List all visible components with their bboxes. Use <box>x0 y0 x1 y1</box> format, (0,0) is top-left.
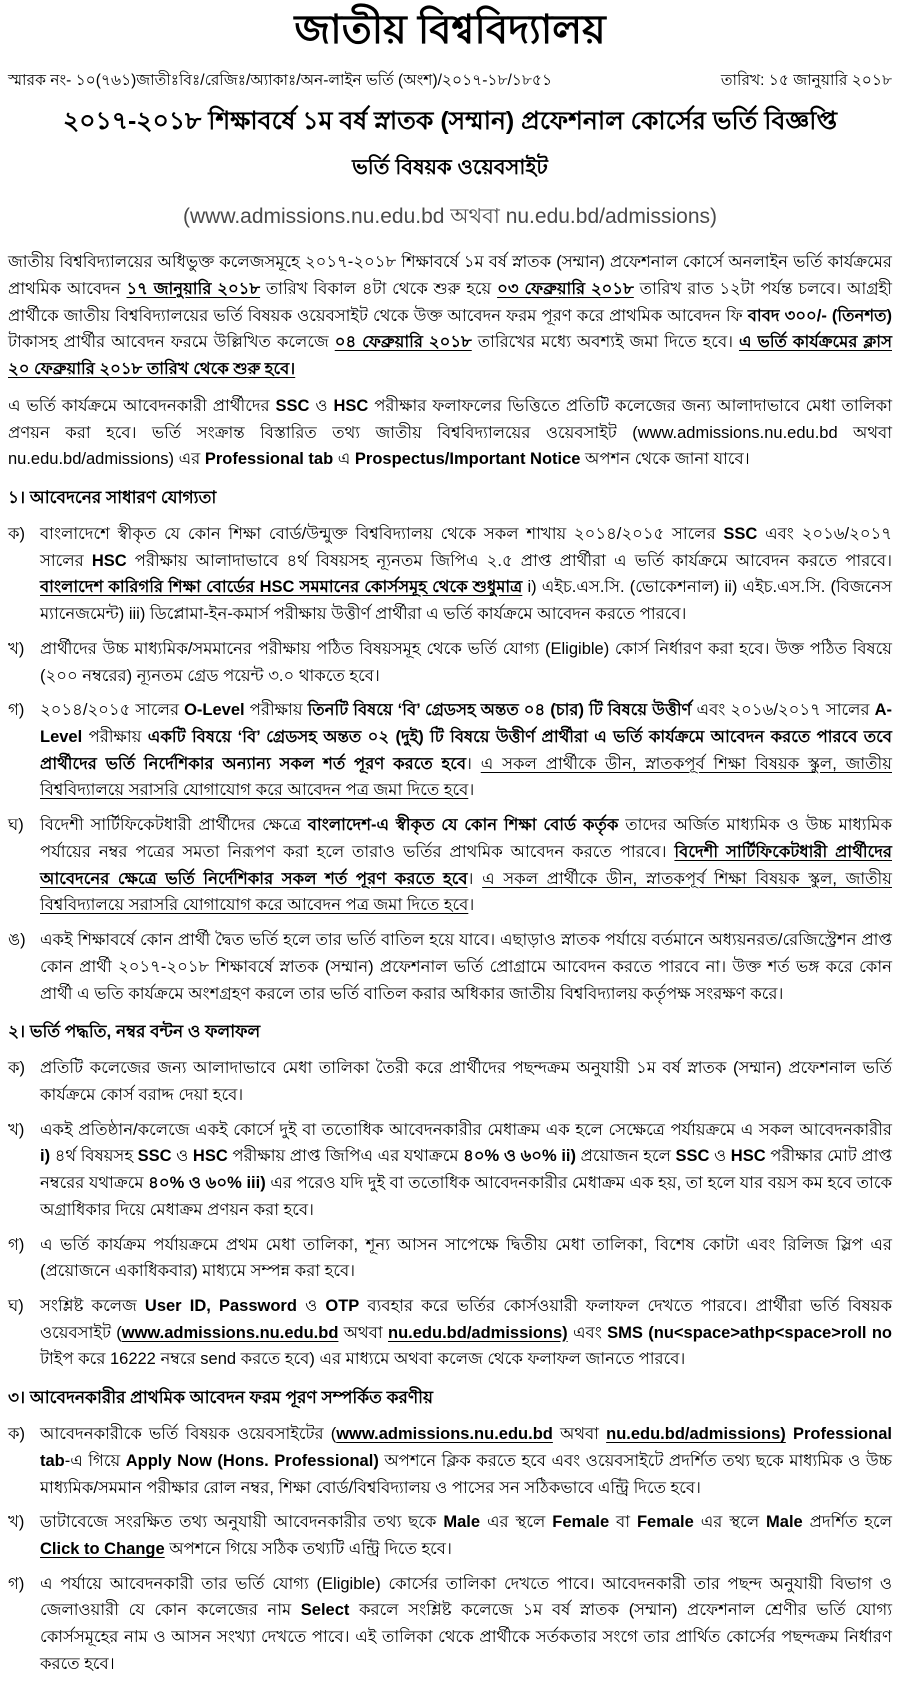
text-run: পরীক্ষার ফলাফলের ভিত্তিতে প্রতিটি কলেজের জন্য আলাদাভাবে মেধা তালিকা প্রণয়ন করা হবে। ভর্তি সংক্রান্ত বিস্তারিত তথ্য জাতীয় বিশ্ববিদ্যালয়ের ওয়েবসাইট (www.admissions.nu.edu.bd অথবা nu.edu.bd/admissions) এর <box>8 396 892 469</box>
text-run: টাকাসহ প্রার্থীর আবেদন ফরমে উল্লিখিত কলেজে <box>8 333 335 352</box>
text-run: বাংলাদেশ কারিগরি শিক্ষা বোর্ডের HSC সমমানের কোর্সসমূহ থেকে শুধুমাত্র <box>40 578 523 597</box>
text-run: বিদেশী সার্টিফিকেটধারী প্রার্থীদের আবেদনের ক্ষেত্রে ভর্তি নির্দেশিকার সকল শর্ত পূরণ করতে হবে <box>40 842 893 888</box>
text-run: i) এইচ.এস.সি. (ভোকেশনাল) ii) এইচ.এস.সি. (বিজনেস ম্যানেজমেন্ট) iii) ডিপ্লোমা-ইন-কমার্স পরীক্ষায় উত্তীর্ণ প্রার্থীরা এ ভর্তি কার্যক্রমে আবেদন করতে পারবে। <box>40 578 892 624</box>
text-run: পরীক্ষায় আলাদাভাবে ৪র্থ বিষয়সহ ন্যূনতম জিপিএ ২.৫ প্রাপ্ত প্রার্থীরা এ ভর্তি কার্যক্রমে আবেদন করতে পারবে। <box>126 551 892 570</box>
text-run: User ID, Password <box>144 1296 297 1315</box>
text-run: এর স্থলে <box>480 1513 553 1532</box>
text-run: অথবা <box>552 1425 607 1444</box>
text-run: তিনটি বিষয়ে ‘বি’ গ্রেডসহ অন্তত ০৪ (চার) টি বিষয়ে উত্তীর্ণ <box>307 701 692 720</box>
item-label: খ) <box>8 1120 25 1139</box>
text-run: বাবদ ৩০০/- (তিনশত) <box>747 306 892 325</box>
intro-paragraph-merit-info <box>8 393 892 473</box>
item-text <box>40 521 892 628</box>
text-run: Female <box>552 1513 610 1532</box>
item-text <box>40 1421 892 1501</box>
item-label: খ) <box>8 1513 25 1532</box>
text-run: ডাটাবেজে সংরক্ষিত তথ্য অনুযায়ী আবেদনকারীর তথ্য ছকে <box>40 1513 444 1532</box>
item-label: গ) <box>8 701 25 720</box>
text-run: ০৪ ফেব্রুয়ারি ২০১৮ <box>334 333 472 352</box>
list-item <box>8 927 892 1007</box>
website-urls: (www.admissions.nu.edu.bd অথবা nu.edu.bd/admissions) <box>183 205 717 229</box>
text-run: অপশন থেকে জানা যাবে। <box>580 450 750 469</box>
text-run: Professional tab <box>40 1425 892 1470</box>
text-run: । <box>466 754 481 773</box>
text-run: । <box>468 896 475 915</box>
text-run: ব্যবহার করে ভর্তির কোর্সওয়ারী ফলাফল দেখতে পারবে। প্রার্থীরা ভর্তি বিষয়ক ওয়েবসাইট ( <box>40 1296 892 1342</box>
text-run: Male <box>443 1513 481 1532</box>
text-run: প্রার্থীদের উচ্চ মাধ্যমিক/সমমানের পরীক্ষায় পঠিত বিষয়সমূহ থেকে ভর্তি যোগ্য (Eligible) কোর্স নির্ধারণ করা হবে। উক্ত পঠিত বিষয়ে (২০০ নম্বরের) ন্যূনতম গ্রেড পয়েন্ট ৩.০ থাকতে হবে। <box>40 639 892 685</box>
text-run: ৪র্থ বিষয়সহ <box>50 1147 138 1166</box>
text-run <box>786 1425 793 1443</box>
text-run: একই শিক্ষাবর্ষে কোন প্রার্থী দ্বৈত ভর্তি হলে তার ভর্তি বাতিল হয়ে যাবে। এছাড়াও স্নাতক পর্যায়ে বর্তমানে অধ্যয়নরত/রেজিস্ট্রেশন প্রাপ্ত কোন প্রার্থী ২০১৭-২০১৮ শিক্ষাবর্ষে স্নাতক (সম্মান) প্রফেশনাল ভর্তি প্রোগ্রামে আবেদন করতে পারবে না। উক্ত শর্ত ভঙ্গ করে কোন প্রার্থী এ ভতি কার্যক্রমে অংশগ্রহণ করলে তার ভর্তি বাতিল করার অধিকার জাতীয় বিশ্ববিদ্যালয় কর্তৃপক্ষ সংরক্ষণ করে। <box>40 931 892 1003</box>
text-run: ০৩ ফেব্রুয়ারি ২০১৮ <box>497 279 634 298</box>
text-run: Click to Change <box>40 1540 165 1558</box>
text-run: www.admissions.nu.edu.bd <box>121 1323 339 1342</box>
text-run: তারিখ রাত ১২টা পর্যন্ত চলবে। আগ্রহী প্রার্থীকে জাতীয় বিশ্ববিদ্যালয়ের ভর্তি বিষয়ক ওয়েবসাইট থেকে উক্ত আবেদন ফরম পূরণ করে প্রাথমিক আবেদন ফি <box>8 279 892 325</box>
text-run: HSC <box>333 396 369 415</box>
text-run: আবেদনকারীকে ভর্তি বিষয়ক ওয়েবসাইটের ( <box>40 1425 337 1444</box>
text-run: তাদের অর্জিত মাধ্যমিক ও উচ্চ মাধ্যমিক পর্যায়ের নম্বর পত্রের সমতা নিরূপণ করা হলে তারাও ভর্তির প্রাথমিক আবেদন করতে পারবে। <box>40 816 892 861</box>
text-run: ১৭ জানুয়ারি ২০১৮ <box>126 279 261 298</box>
text-run: প্রয়োজন হলে <box>576 1147 676 1166</box>
item-label: ক) <box>8 525 26 543</box>
section-application-form <box>8 1385 892 1677</box>
text-run: Professional tab <box>204 450 334 469</box>
item-label: ক) <box>8 1059 26 1078</box>
text-run: পরীক্ষায় <box>244 701 308 720</box>
list-item <box>8 1421 892 1501</box>
text-run: একটি বিষয়ে ‘বি’ গ্রেডসহ অন্তত ০২ (দুই) টি বিষয়ে উত্তীর্ণ প্রার্থীরা এ ভর্তি কার্যক্রমে আবেদন করতে পারবে তবে প্রার্থীদের ভর্তি নির্দেশিকার অন্যান্য সকল শর্ত পূরণ করতে হবে <box>40 728 892 773</box>
text-run: অথবা <box>338 1323 388 1342</box>
item-text <box>40 636 892 689</box>
notice-title: ২০১৭-২০১৮ শিক্ষাবর্ষে ১ম বর্ষ স্নাতক (সম্মান) প্রফেশনাল কোর্সের ভর্তি বিজ্ঞপ্তি <box>63 107 837 135</box>
text-run: iii) <box>246 1174 266 1193</box>
text-run: একই প্রতিষ্ঠান/কলেজে একই কোর্সে দুই বা ততোধিক আবেদনকারীর মেধাক্রম এক হলে সেক্ষেত্রে পর্যায়ক্রমে এ সকল আবেদনকারীর <box>40 1120 892 1139</box>
item-label: খ) <box>8 639 25 658</box>
text-run: ও <box>171 1147 193 1166</box>
text-run: করলে সংশ্লিষ্ট কলেজে ১ম বর্ষ স্নাতক (সম্মান) প্রফেশনাল শ্রেণীর ভর্তি যোগ্য কোর্সসমূহের নাম ও আসন সংখ্যা দেখতে পাবে। এই তালিকা থেকে প্রার্থীকে সর্তকতার সংগে তার প্রার্থিত কোর্সের পছন্দক্রম নির্ধারণ করতে হবে। <box>40 1601 892 1673</box>
text-run: ২০১৪/২০১৫ সালের <box>40 701 185 720</box>
item-text <box>40 1232 892 1285</box>
text-run: তারিখের মধ্যে অবশ্যই জমা দিতে হবে। <box>471 333 740 352</box>
text-run: সংশ্লিষ্ট কলেজ <box>40 1296 145 1315</box>
text-run: OTP <box>325 1296 360 1315</box>
text-run: এবং ২০১৬/২০১৭ সালের <box>691 701 875 720</box>
text-run: অপশনে ক্লিক করতে হবে এবং ওয়েবসাইটে প্রদর্শিত তথ্য ছকে মাধ্যমিক ও উচ্চ মাধ্যমিক/সমমান পরীক্ষার রোল নম্বর, শিক্ষা বোর্ড/বিশ্ববিদ্যালয় ও পাসের সন সঠিকভাবে এন্ট্রি দিতে হবে। <box>40 1451 893 1497</box>
item-label: ঘ) <box>8 1296 24 1315</box>
text-run: পরীক্ষায় প্রাপ্ত জিপিএ এর যথাক্রমে <box>227 1147 464 1166</box>
text-run: ও <box>296 1296 326 1315</box>
text-run: । <box>468 781 475 800</box>
section-heading: ২। ভর্তি পদ্ধতি, নম্বর বন্টন ও ফলাফল <box>8 1022 261 1042</box>
text-run: ৪০% ও ৬০% <box>463 1147 557 1166</box>
text-run: ii) <box>561 1147 576 1166</box>
text-run: nu.edu.bd/admissions) <box>606 1425 786 1444</box>
text-run: এ পর্যায়ে আবেদনকারী তার ভর্তি যোগ্য (Eligible) কোর্সের তালিকা দেখতে পাবে। আবেদনকারী তার পছন্দ অনুযায়ী বিভাগ ও জেলাওয়ারী যে কোন কলেজের নাম <box>40 1574 892 1620</box>
list-item <box>8 636 892 689</box>
text-run: www.admissions.nu.edu.bd <box>336 1425 553 1444</box>
text-run: বাংলাদেশ-এ স্বীকৃত যে কোন শিক্ষা বোর্ড কর্তৃক <box>307 816 619 835</box>
section-admission-process <box>8 1019 892 1373</box>
memo-row <box>8 68 892 94</box>
text-run: টাইপ করে 16222 নম্বরে send করতে হবে) এর মাধ্যমে অথবা কলেজ থেকে ফলাফল জানতে পারবে। <box>40 1350 686 1369</box>
text-run: SSC <box>675 1147 710 1166</box>
item-text <box>40 1571 892 1678</box>
text-run: Female <box>636 1513 694 1532</box>
item-text <box>40 1117 892 1224</box>
text-run: SSC <box>137 1147 172 1166</box>
text-run: প্রতিটি কলেজের জন্য আলাদাভাবে মেধা তালিকা তৈরী করে প্রার্থীদের পছন্দক্রম অনুযায়ী ১ম বর্ষ স্নাতক (সম্মান) প্রফেশনাল ভর্তি কার্যক্রমে কোর্স বরাদ্দ দেয়া হবে। <box>40 1059 892 1104</box>
text-run: SSC <box>275 396 310 415</box>
text-run: Apply Now (Hons. Professional) <box>125 1451 379 1470</box>
text-run: এ ভর্তি কার্যক্রমে আবেদনকারী প্রার্থীদের <box>8 396 276 415</box>
text-run: A-Level <box>40 701 892 747</box>
text-run: -এ গিয়ে <box>64 1451 126 1470</box>
text-run: এ ভর্তি কার্যক্রমের ক্লাস ২০ ফেব্রুয়ারি ২০১৮ তারিখ থেকে শুরু হবে। <box>8 333 892 379</box>
item-text <box>40 927 892 1007</box>
text-run: Prospectus/Important Notice <box>354 450 581 469</box>
section-eligibility <box>8 485 892 1007</box>
text-run: ৪০% ও ৬০% <box>148 1174 242 1193</box>
item-text <box>40 697 892 804</box>
text-run: বিদেশী সার্টিফিকেটধারী প্রার্থীদের ক্ষেত্রে <box>40 816 308 835</box>
notice-date: তারিখ: ১৫ জানুয়ারি ২০১৮ <box>720 72 892 89</box>
list-item <box>8 521 892 628</box>
list-item <box>8 1571 892 1678</box>
text-run: এ <box>333 450 355 469</box>
text-run: SSC <box>723 525 758 543</box>
university-title: জাতীয় বিশ্ববিদ্যালয় <box>294 8 606 52</box>
text-run: তারিখ বিকাল ৪টা থেকে শুরু হয়ে <box>260 279 498 298</box>
item-label: গ) <box>8 1574 25 1593</box>
text-run: এর পরেও যদি দুই বা ততোধিক আবেদনকারীর মেধাক্রম এক হয়, তা হলে যার বয়স কম হবে তাকে অগ্রাধিকার দিয়ে মেধাক্রম প্রণয়ন করা হবে। <box>40 1174 892 1219</box>
item-text <box>40 1293 892 1373</box>
list-item <box>8 1509 892 1562</box>
text-run: Select <box>300 1601 350 1620</box>
item-label: ঙ) <box>8 931 26 950</box>
list-item <box>8 1117 892 1224</box>
list-item <box>8 1232 892 1285</box>
text-run: ও <box>309 396 334 415</box>
item-text <box>40 1055 892 1108</box>
text-run: । <box>467 869 483 888</box>
text-run: এবং ২০১৬/২০১৭ সালের <box>40 525 893 570</box>
item-label: গ) <box>8 1235 25 1254</box>
text-run: পরীক্ষার মোট প্রাপ্ত নম্বরের যথাক্রমে <box>40 1147 892 1193</box>
text-run: প্রদর্শিত হলে <box>802 1513 892 1532</box>
list-item <box>8 1055 892 1108</box>
text-run: অপশনে গিয়ে সঠিক তথ্যটি এন্ট্রি দিতে হবে। <box>164 1540 452 1558</box>
text-run: ও <box>709 1147 731 1166</box>
text-run: i) <box>40 1147 51 1166</box>
list-item <box>8 697 892 804</box>
text-run: (nu<space>athp<space>roll no <box>642 1323 892 1342</box>
text-run: HSC <box>730 1147 766 1166</box>
text-run: O-Level <box>184 701 245 720</box>
text-run: এ ভর্তি কার্যক্রম পর্যায়ক্রমে প্রথম মেধা তালিকা, শূন্য আসন সাপেক্ষে দ্বিতীয় মেধা তালিকা, বিশেষ কোটা এবং রিলিজ স্লিপ এর (প্রয়োজনে একাধিকবার) মাধ্যমে সম্পন্ন করা হবে। <box>40 1235 892 1281</box>
text-run: nu.edu.bd/admissions) <box>388 1323 568 1342</box>
text-run: এর স্থলে <box>693 1513 767 1532</box>
text-run: Male <box>766 1513 803 1532</box>
item-label: ঘ) <box>8 816 24 835</box>
memo-number: স্মারক নং- ১০(৭৬১)জাতীঃবিঃ/রেজিঃ/অ্যাকাঃ/অন-লাইন ভর্তি (অংশ)/২০১৭-১৮/১৮৫১ <box>8 72 553 89</box>
item-text <box>40 812 892 919</box>
text-run: HSC <box>192 1147 228 1166</box>
text-run: HSC <box>91 551 127 570</box>
list-item <box>8 1293 892 1373</box>
text-run: জাতীয় বিশ্ববিদ্যালয়ের অধিভুক্ত কলেজসমূহে ২০১৭-২০১৮ শিক্ষাবর্ষে ১ম বর্ষ স্নাতক (সম্মান) প্রফেশনাল কোর্সে অনলাইন ভর্তি কার্যক্রমের প্রাথমিক আবেদন <box>8 253 892 298</box>
section-heading: ১। আবেদনের সাধারণ যোগ্যতা <box>8 488 217 507</box>
list-item <box>8 812 892 919</box>
text-run: SMS <box>607 1323 643 1342</box>
section-heading: ৩। আবেদনকারীর প্রাথমিক আবেদন ফরম পূরণ সম্পর্কিত করণীয় <box>8 1388 434 1408</box>
text-run: এবং <box>567 1323 608 1342</box>
text-run: এ সকল প্রার্থীকে ডীন, স্নাতকপূর্ব শিক্ষা বিষয়ক স্কুল, জাতীয় বিশ্ববিদ্যালয়ে সরাসরি যোগাযোগ করে আবেদন পত্র জমা দিতে হবে <box>40 754 892 800</box>
item-label: ক) <box>8 1425 26 1444</box>
text-run: বাংলাদেশে স্বীকৃত যে কোন শিক্ষা বোর্ড/উন্মুক্ত বিশ্ববিদ্যালয় থেকে সকল শাখায় ২০১৪/২০১৫ সালের <box>40 525 724 543</box>
intro-paragraph-schedule <box>8 249 892 383</box>
text-run: বা <box>609 1513 637 1532</box>
website-section-label: ভর্তি বিষয়ক ওয়েবসাইট <box>352 156 548 180</box>
item-text <box>40 1509 892 1562</box>
text-run: পরীক্ষায় <box>82 728 148 747</box>
text-run: এ সকল প্রার্থীকে ডীন, স্নাতকপূর্ব শিক্ষা বিষয়ক স্কুল, জাতীয় বিশ্ববিদ্যালয়ে সরাসরি যোগাযোগ করে আবেদন পত্র জমা দিতে হবে <box>40 869 892 915</box>
